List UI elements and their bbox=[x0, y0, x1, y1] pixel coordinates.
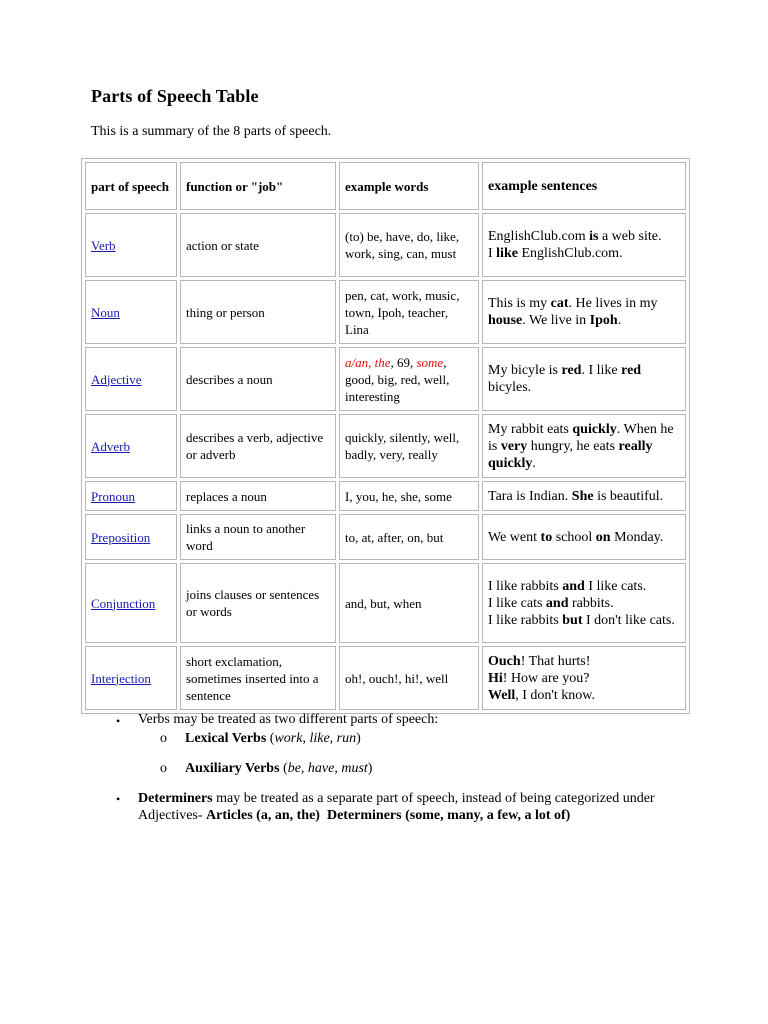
cell-function: joins clauses or sentences or words bbox=[180, 563, 336, 643]
cell-example-sentences bbox=[482, 414, 686, 478]
cell-example-sentences bbox=[482, 347, 686, 411]
cell-example-words bbox=[339, 514, 479, 560]
highlight-text: some bbox=[416, 354, 444, 370]
bold-text: on bbox=[595, 529, 611, 545]
text-run: . bbox=[532, 455, 536, 471]
determiners-label: Determiners bbox=[138, 791, 213, 806]
text-run: I like rabbits bbox=[488, 612, 563, 628]
text-run: to, at, after, on, but bbox=[345, 529, 444, 545]
table-row bbox=[85, 347, 686, 411]
header-example-words: example words bbox=[339, 162, 479, 210]
auxiliary-examples: be, have, must bbox=[287, 761, 368, 776]
bold-text: She bbox=[571, 488, 594, 504]
link-noun[interactable]: Noun bbox=[91, 304, 120, 320]
text-run: I like cats. bbox=[584, 578, 647, 594]
bold-text: red bbox=[621, 363, 642, 378]
cell-example-words bbox=[339, 481, 479, 511]
table-row bbox=[85, 646, 686, 710]
text-run: My bicyle is bbox=[488, 363, 562, 378]
cell-example-sentences bbox=[482, 481, 686, 511]
cell-example-sentences bbox=[482, 213, 686, 277]
text-run: We went bbox=[488, 529, 541, 545]
text-run: EnglishClub.com. bbox=[517, 246, 623, 261]
text-run: oh!, ouch!, hi!, well bbox=[345, 670, 449, 686]
highlight-text: a/an, the bbox=[345, 354, 391, 370]
text-run: a web site. bbox=[598, 229, 662, 244]
cell-example-words bbox=[339, 280, 479, 344]
cell-function: replaces a noun bbox=[180, 481, 336, 511]
text-run: (to) be, have, do, like, work, sing, can, must bbox=[345, 229, 460, 261]
table-row bbox=[85, 481, 686, 511]
cell-example-sentences bbox=[482, 280, 686, 344]
text-run: . We live in bbox=[522, 313, 590, 328]
lexical-verbs-label: Lexical Verbs bbox=[185, 731, 267, 746]
text-run: I bbox=[488, 246, 497, 261]
text-run: pen, cat, work, music, town, Ipoh, teacher, Lina bbox=[345, 287, 460, 337]
bold-text: quickly bbox=[572, 421, 617, 437]
cell-part bbox=[85, 646, 177, 710]
note-auxiliary-verbs bbox=[185, 761, 372, 777]
cell-part bbox=[85, 481, 177, 511]
table-row bbox=[85, 213, 686, 277]
determiners-list-text: Determiners (some, many, a few, a lot of) bbox=[326, 808, 571, 823]
text-run: . When he is bbox=[488, 421, 674, 454]
text-run: , I don't know. bbox=[515, 687, 596, 703]
bold-text: Ouch bbox=[488, 653, 521, 669]
text-run: I like rabbits bbox=[488, 578, 563, 594]
bold-text: Hi bbox=[488, 670, 503, 686]
cell-example-sentences bbox=[482, 646, 686, 710]
header-example-sentences: example sentences bbox=[482, 162, 686, 210]
table-row bbox=[85, 563, 686, 643]
cell-part bbox=[85, 347, 177, 411]
cell-example-sentences bbox=[482, 563, 686, 643]
lexical-examples: work, like, run bbox=[274, 731, 357, 746]
page-title: Parts of Speech Table bbox=[91, 86, 259, 106]
link-conjunction[interactable]: Conjunction bbox=[91, 595, 156, 611]
bold-text: but bbox=[562, 612, 583, 628]
determiners-gap bbox=[320, 808, 327, 823]
text-run: quickly, silently, well, badly, very, really bbox=[345, 430, 460, 462]
link-adjective[interactable]: Adjective bbox=[91, 371, 142, 387]
articles-text: Articles (a, an, the) bbox=[206, 808, 320, 823]
text-run: . He lives in my bbox=[568, 296, 658, 311]
cell-example-words bbox=[339, 213, 479, 277]
link-preposition[interactable]: Preposition bbox=[91, 529, 151, 545]
text-run: I like cats bbox=[488, 595, 546, 611]
cell-part bbox=[85, 280, 177, 344]
auxiliary-open: ( bbox=[279, 761, 288, 776]
bold-text: really quickly bbox=[488, 438, 653, 471]
table-row bbox=[85, 414, 686, 478]
sub-bullet-icon: o bbox=[160, 761, 167, 776]
cell-function: short exclamation, sometimes inserted into a sentence bbox=[180, 646, 336, 710]
cell-function: thing or person bbox=[180, 280, 336, 344]
bold-text: house bbox=[488, 313, 523, 328]
bold-text: is bbox=[589, 229, 599, 244]
text-run: ! That hurts! bbox=[520, 653, 591, 669]
text-run: bicyles. bbox=[488, 380, 532, 395]
text-run: , 69, bbox=[390, 354, 417, 370]
header-part-of-speech: part of speech bbox=[85, 162, 177, 210]
bold-text: red bbox=[561, 363, 582, 378]
table-header-row bbox=[85, 162, 686, 210]
lexical-close: ) bbox=[356, 731, 361, 746]
intro-text: This is a summary of the 8 parts of speech. bbox=[91, 124, 332, 139]
bold-text: and bbox=[545, 595, 569, 611]
note-verbs: Verbs may be treated as two different parts of speech: bbox=[138, 712, 439, 727]
text-run: is beautiful. bbox=[593, 488, 664, 504]
link-interjection[interactable]: Interjection bbox=[91, 670, 151, 686]
cell-part bbox=[85, 514, 177, 560]
sub-bullet-icon: o bbox=[160, 731, 167, 746]
bullet-icon: • bbox=[116, 792, 121, 806]
text-run: My rabbit eats bbox=[488, 421, 573, 437]
bold-text: cat bbox=[550, 296, 569, 311]
text-run: I, you, he, she, some bbox=[345, 488, 452, 504]
auxiliary-close: ) bbox=[367, 761, 373, 776]
text-run: hungry, he eats bbox=[527, 438, 619, 454]
cell-part bbox=[85, 414, 177, 478]
text-run: school bbox=[552, 529, 596, 545]
cell-function: describes a noun bbox=[180, 347, 336, 411]
bullet-icon: • bbox=[116, 714, 121, 728]
text-run: ! How are you? bbox=[502, 670, 590, 686]
table-row bbox=[85, 514, 686, 560]
text-run: Monday. bbox=[610, 529, 664, 545]
link-pronoun[interactable]: Pronoun bbox=[91, 488, 136, 504]
header-function: function or "job" bbox=[180, 162, 336, 210]
bold-text: Well bbox=[488, 687, 516, 703]
bold-text: and bbox=[562, 578, 585, 594]
note-determiners bbox=[138, 790, 678, 824]
text-run: Tara is Indian. bbox=[488, 488, 572, 504]
cell-function: action or state bbox=[180, 213, 336, 277]
text-run: . bbox=[617, 313, 622, 328]
cell-example-words bbox=[339, 646, 479, 710]
cell-example-words bbox=[339, 414, 479, 478]
cell-example-words bbox=[339, 347, 479, 411]
bold-text: Ipoh bbox=[589, 313, 618, 328]
cell-function: describes a verb, adjective or adverb bbox=[180, 414, 336, 478]
text-run: EnglishClub.com bbox=[488, 229, 590, 244]
cell-part bbox=[85, 213, 177, 277]
auxiliary-verbs-label: Auxiliary Verbs bbox=[185, 761, 280, 776]
text-run: , good, big, red, well, interesting bbox=[345, 354, 450, 404]
parts-of-speech-table bbox=[81, 158, 690, 714]
table-row bbox=[85, 280, 686, 344]
link-adverb[interactable]: Adverb bbox=[91, 438, 130, 454]
text-run: This is my bbox=[488, 296, 551, 311]
cell-part bbox=[85, 563, 177, 643]
link-verb[interactable]: Verb bbox=[91, 237, 116, 253]
text-run: and, but, when bbox=[345, 595, 422, 611]
cell-example-words bbox=[339, 563, 479, 643]
text-run: I don't like cats. bbox=[582, 612, 675, 628]
cell-function: links a noun to another word bbox=[180, 514, 336, 560]
determiners-text: may be treated as a separate part of speech, instead of being categorized under Adjectives- bbox=[138, 791, 655, 823]
text-run: . I like bbox=[581, 363, 622, 378]
bold-text: very bbox=[500, 438, 528, 454]
bold-text: to bbox=[540, 529, 553, 545]
text-run: rabbits. bbox=[568, 595, 614, 611]
cell-example-sentences bbox=[482, 514, 686, 560]
note-lexical-verbs bbox=[185, 731, 361, 747]
lexical-open: ( bbox=[266, 731, 275, 746]
bold-text: like bbox=[496, 246, 518, 261]
